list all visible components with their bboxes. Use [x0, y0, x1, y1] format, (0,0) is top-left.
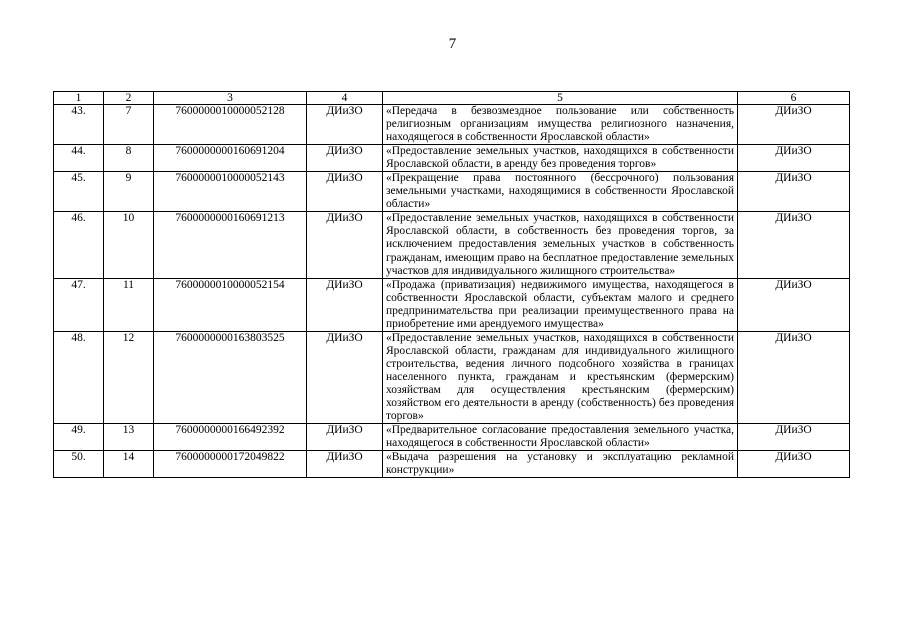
service-description: «Прекращение права постоянного (бессрочного) пользования земельными участками, находящимися в собственности Ярославской области»	[383, 172, 738, 212]
service-description: «Предоставление земельных участков, находящихся в собственности Ярославской области, в аренду без проведения торгов»	[383, 145, 738, 172]
service-code: 7600000000166492392	[154, 424, 307, 451]
column-number-row	[54, 92, 850, 105]
service-code: 7600000000163803525	[154, 331, 307, 423]
service-code: 7600000010000052143	[154, 172, 307, 212]
responsible-body: ДИиЗО	[738, 278, 850, 331]
organization: ДИиЗО	[307, 172, 383, 212]
column-number-1: 1	[54, 92, 104, 105]
column-number-2: 2	[104, 92, 154, 105]
organization: ДИиЗО	[307, 424, 383, 451]
responsible-body: ДИиЗО	[738, 212, 850, 278]
row-number: 48.	[54, 331, 104, 423]
table-row	[54, 451, 850, 478]
service-description: «Предоставление земельных участков, находящихся в собственности Ярославской области, в собственность без проведения торгов, за исключением предоставления земельных участков в собственность гражданам, имеющим право на бесплатное предоставление земельных участков для индивидуального жилищного строительства»	[383, 212, 738, 278]
organization: ДИиЗО	[307, 278, 383, 331]
row-index: 12	[104, 331, 154, 423]
services-registry-table	[53, 91, 850, 478]
row-index: 10	[104, 212, 154, 278]
table-row	[54, 331, 850, 423]
responsible-body: ДИиЗО	[738, 451, 850, 478]
row-number: 46.	[54, 212, 104, 278]
row-index: 14	[104, 451, 154, 478]
row-index: 11	[104, 278, 154, 331]
column-number-6: 6	[738, 92, 850, 105]
row-index: 8	[104, 145, 154, 172]
organization: ДИиЗО	[307, 212, 383, 278]
table-row	[54, 172, 850, 212]
service-description: «Предоставление земельных участков, находящихся в собственности Ярославской области, гражданам для индивидуального жилищного строительства, ведения личного подсобного хозяйства в границах населенного пункта, гражданам и крестьянским (фермерским) хозяйствам для осуществления крестьянским (фермерским) хозяйством его деятельности в аренду (собственность) без проведения торгов»	[383, 331, 738, 423]
table-row	[54, 278, 850, 331]
organization: ДИиЗО	[307, 145, 383, 172]
column-number-4: 4	[307, 92, 383, 105]
responsible-body: ДИиЗО	[738, 424, 850, 451]
row-index: 7	[104, 105, 154, 145]
row-number: 45.	[54, 172, 104, 212]
service-code: 7600000000160691213	[154, 212, 307, 278]
responsible-body: ДИиЗО	[738, 172, 850, 212]
responsible-body: ДИиЗО	[738, 331, 850, 423]
table-row	[54, 105, 850, 145]
organization: ДИиЗО	[307, 451, 383, 478]
responsible-body: ДИиЗО	[738, 105, 850, 145]
row-number: 49.	[54, 424, 104, 451]
service-code: 7600000010000052128	[154, 105, 307, 145]
page-number: 7	[448, 36, 457, 52]
row-number: 44.	[54, 145, 104, 172]
service-description: «Передача в безвозмездное пользование или собственность религиозным организациям имущества религиозного назначения, находящегося в собственности Ярославской области»	[383, 105, 738, 145]
service-code: 7600000010000052154	[154, 278, 307, 331]
row-index: 9	[104, 172, 154, 212]
service-code: 7600000000172049822	[154, 451, 307, 478]
service-description: «Продажа (приватизация) недвижимого имущества, находящегося в собственности Ярославской области, субъектам малого и среднего предпринимательства при реализации преимущественного права на приобретение ими арендуемого имущества»	[383, 278, 738, 331]
column-number-5: 5	[383, 92, 738, 105]
row-number: 47.	[54, 278, 104, 331]
column-number-3: 3	[154, 92, 307, 105]
service-description: «Предварительное согласование предоставления земельного участка, находящегося в собственности Ярославской области»	[383, 424, 738, 451]
table-row	[54, 424, 850, 451]
table-row	[54, 212, 850, 278]
row-number: 43.	[54, 105, 104, 145]
row-index: 13	[104, 424, 154, 451]
service-code: 7600000000160691204	[154, 145, 307, 172]
responsible-body: ДИиЗО	[738, 145, 850, 172]
organization: ДИиЗО	[307, 331, 383, 423]
table-row	[54, 145, 850, 172]
organization: ДИиЗО	[307, 105, 383, 145]
service-description: «Выдача разрешения на установку и эксплуатацию рекламной конструкции»	[383, 451, 738, 478]
row-number: 50.	[54, 451, 104, 478]
